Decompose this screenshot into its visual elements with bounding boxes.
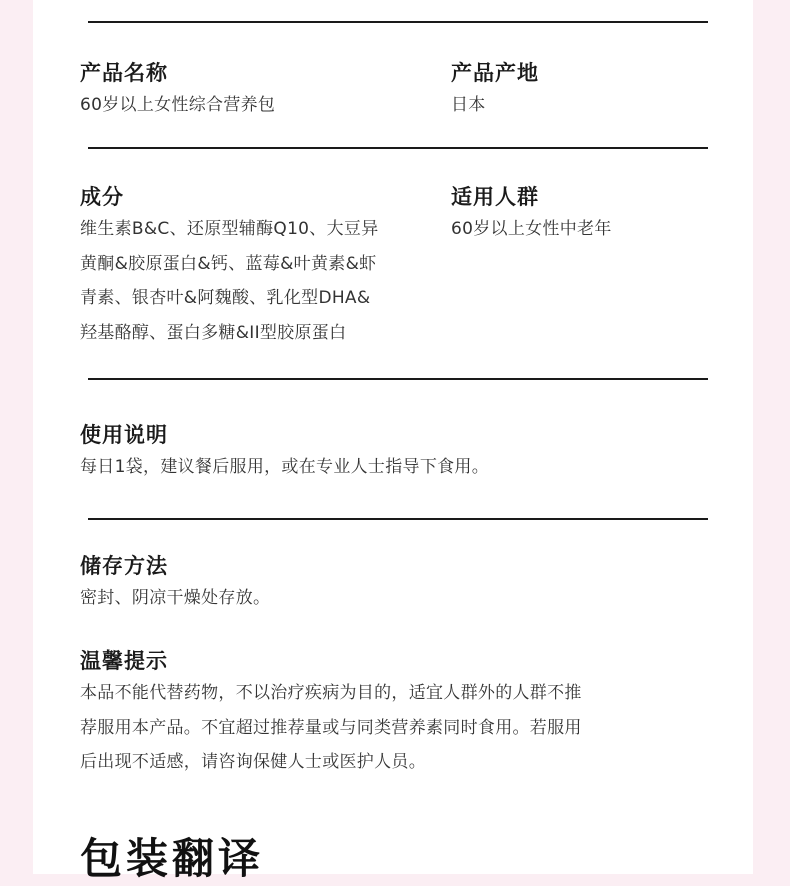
ingredients-line: 青素、银杏叶&阿魏酸、乳化型DHA& bbox=[80, 288, 371, 308]
notice-line: 本品不能代替药物，不以治疗疾病为目的，适宜人群外的人群不推 bbox=[80, 683, 582, 703]
storage-value: 密封、阴凉干燥处存放。 bbox=[80, 588, 271, 608]
notice-heading: 温馨提示 bbox=[80, 649, 168, 673]
divider-4 bbox=[88, 518, 708, 520]
storage-heading: 储存方法 bbox=[80, 554, 168, 578]
ingredients-line: 维生素B&C、还原型辅酶Q10、大豆异 bbox=[80, 219, 379, 239]
usage-value: 每日1袋，建议餐后服用，或在专业人士指导下食用。 bbox=[80, 457, 490, 477]
notice-line: 后出现不适感，请咨询保健人士或医护人员。 bbox=[80, 752, 426, 772]
ingredients-line: 黄酮&胶原蛋白&钙、蓝莓&叶黄素&虾 bbox=[80, 253, 377, 274]
origin-heading: 产品产地 bbox=[451, 61, 539, 85]
product-name-heading: 产品名称 bbox=[80, 61, 168, 85]
divider-top bbox=[88, 21, 708, 23]
info-panel bbox=[33, 0, 753, 883]
divider-3 bbox=[88, 378, 708, 380]
usage-heading: 使用说明 bbox=[80, 423, 168, 447]
product-name-value: 60岁以上女性综合营养包 bbox=[80, 95, 276, 115]
origin-value: 日本 bbox=[451, 95, 486, 115]
packaging-translation-title: 包装翻译 bbox=[80, 834, 265, 883]
divider-2 bbox=[88, 147, 708, 149]
ingredients-list bbox=[80, 212, 379, 350]
ingredients-line: 羟基酪醇、蛋白多糖&II型胶原蛋白 bbox=[80, 322, 347, 343]
target-group-value: 60岁以上女性中老年 bbox=[451, 219, 612, 239]
ingredients-heading: 成分 bbox=[80, 185, 124, 209]
notice-line: 荐服用本产品。不宜超过推荐量或与同类营养素同时食用。若服用 bbox=[80, 717, 582, 738]
target-group-heading: 适用人群 bbox=[451, 185, 539, 209]
notice-text bbox=[80, 676, 582, 780]
